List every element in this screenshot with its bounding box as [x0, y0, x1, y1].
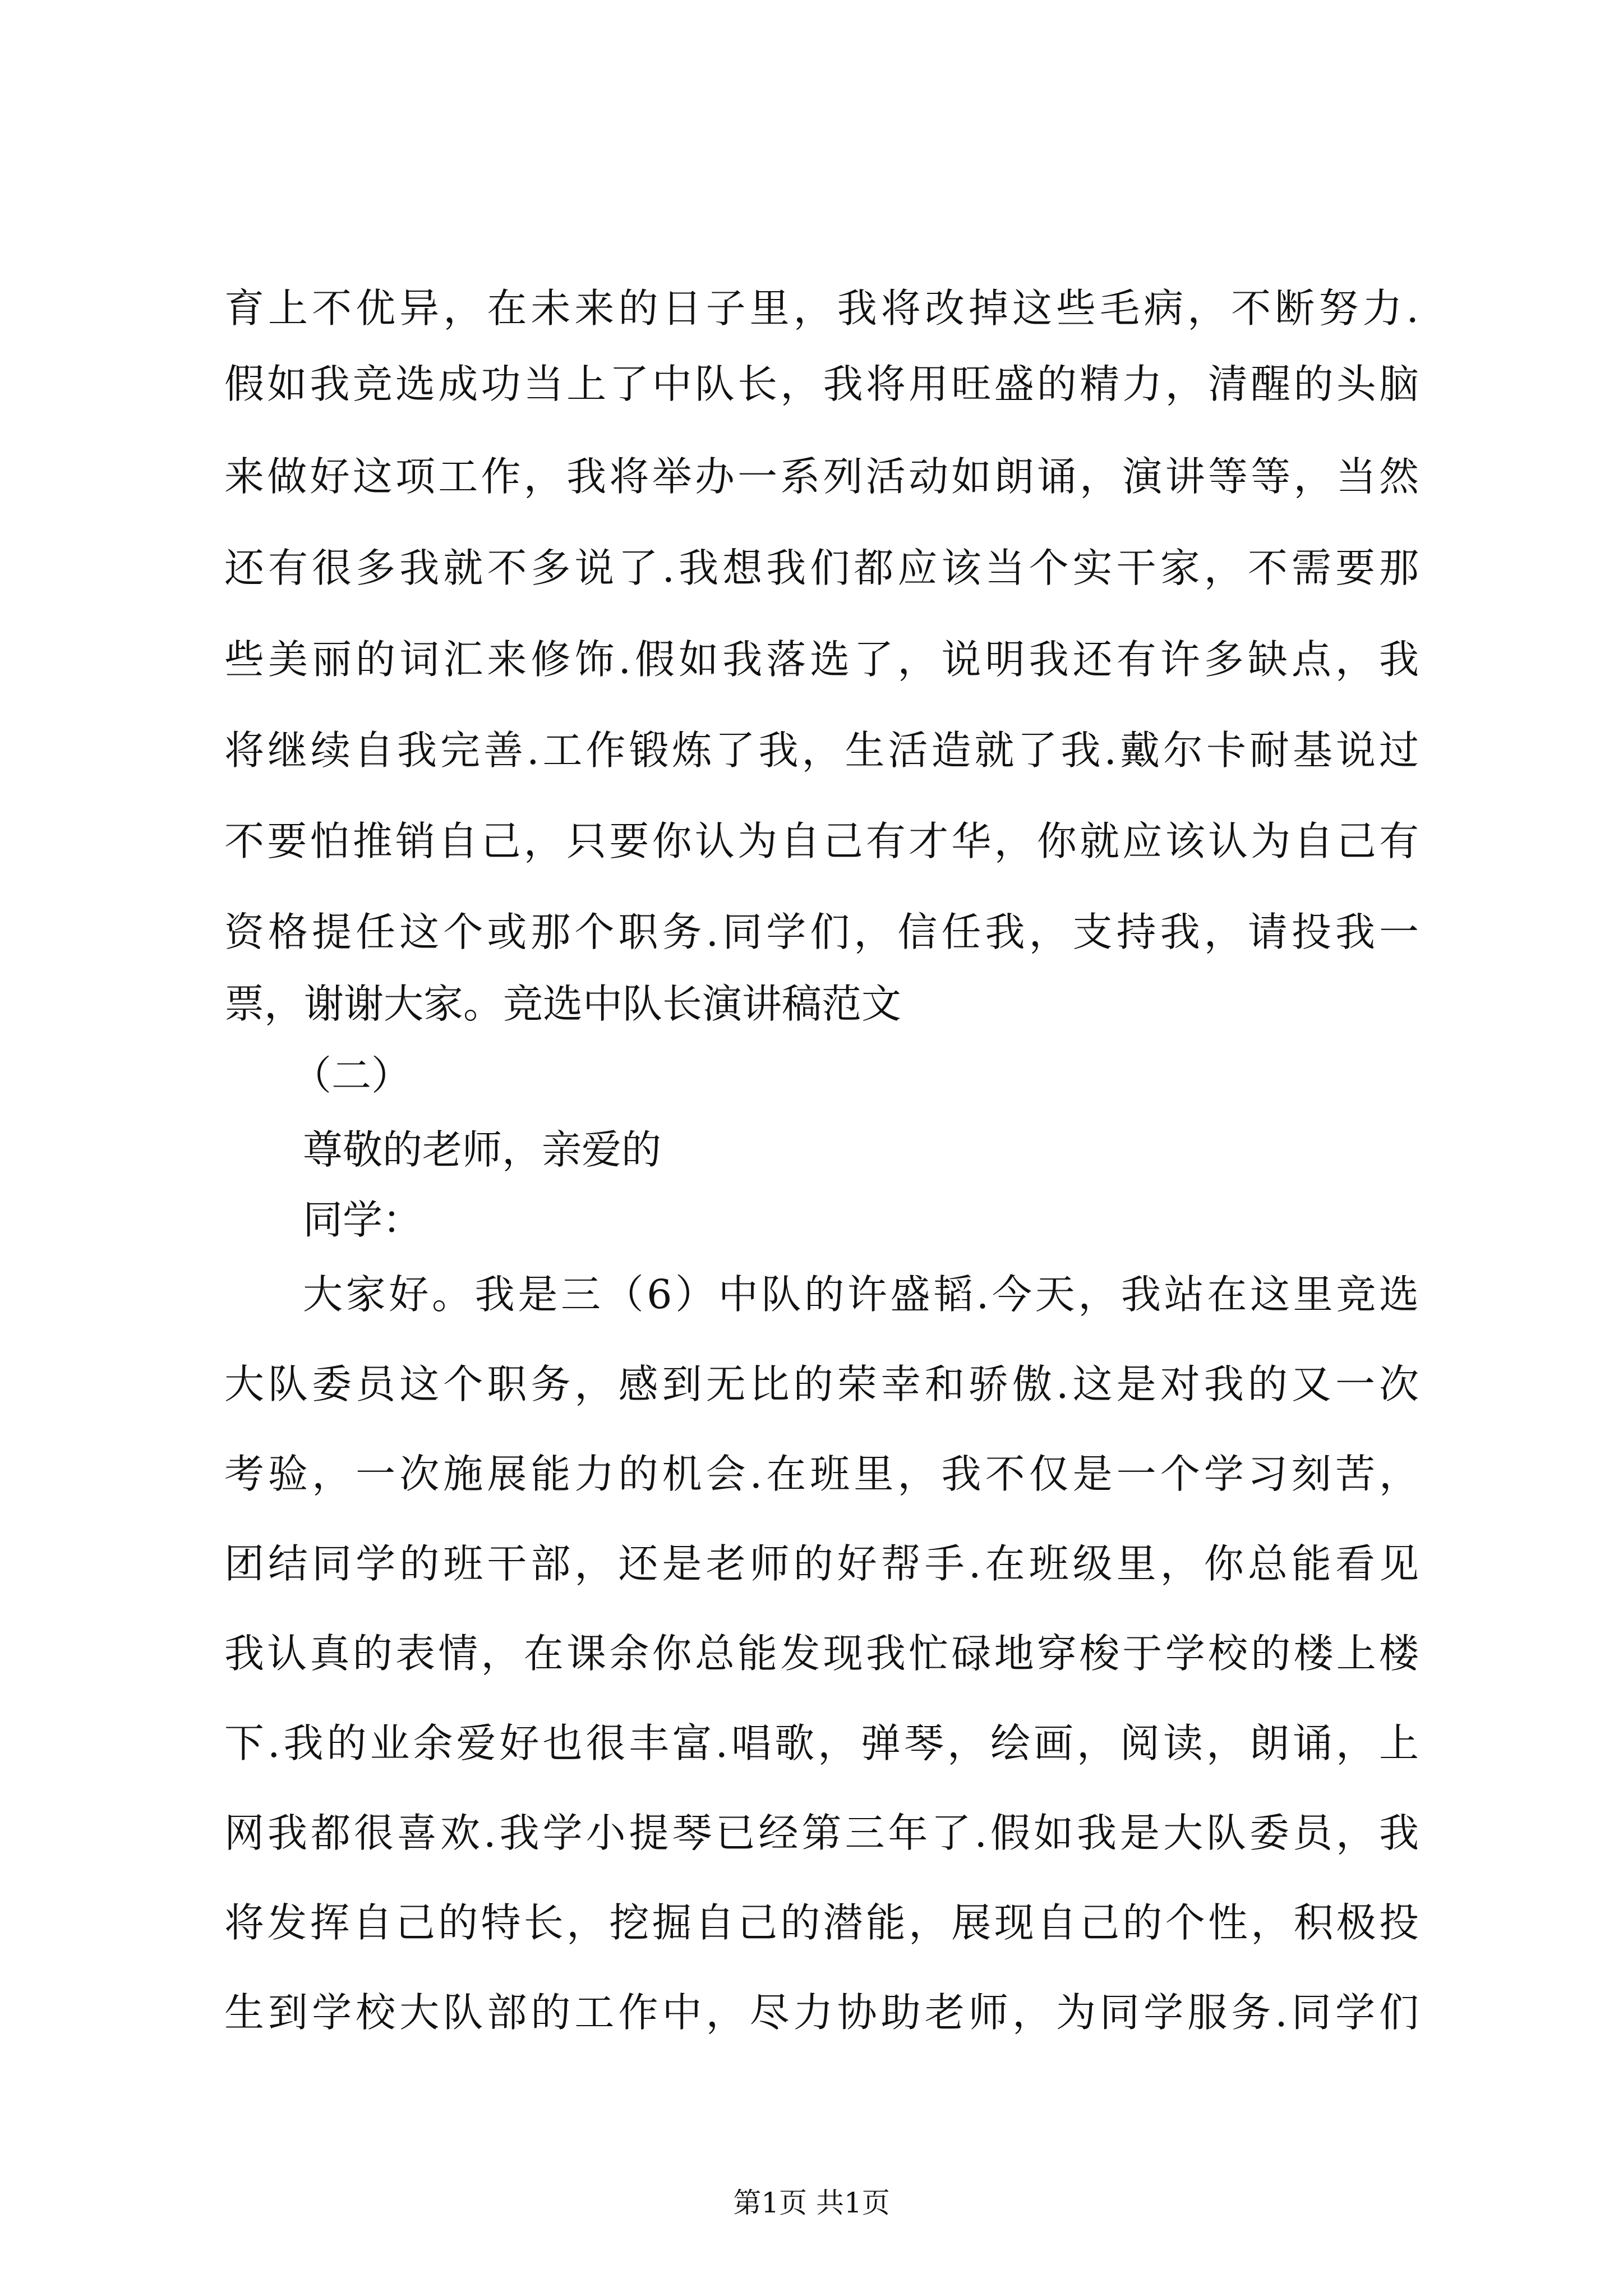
body-line-13: 大队委员这个职务，感到无比的荣幸和骄傲.这是对我的又一次 — [224, 1361, 1419, 1407]
body-line-16: 我认真的表情，在课余你总能发现我忙碌地穿梭于学校的楼上楼 — [224, 1630, 1419, 1677]
body-line-3: 来做好这项工作，我将举办一系列活动如朗诵，演讲等等，当然 — [224, 453, 1419, 500]
body-line-7: 不要怕推销自己，只要你认为自己有才华，你就应该认为自己有 — [224, 818, 1419, 864]
body-line-20: 生到学校大队部的工作中，尽力协助老师，为同学服务.同学们 — [224, 1989, 1419, 2036]
body-line-4: 还有很多我就不多说了.我想我们都应该当个实干家，不需要那 — [224, 545, 1419, 591]
body-line-8: 资格提任这个或那个职务.同学们，信任我，支持我，请投我一 — [224, 909, 1419, 955]
section-heading: （二） — [292, 1052, 412, 1099]
body-line-18: 网我都很喜欢.我学小提琴已经第三年了.假如我是大队委员，我 — [224, 1810, 1419, 1856]
paragraph-first-line: 大家好。我是三（6）中队的许盛韬.今天，我站在这里竞选 — [303, 1271, 1419, 1318]
body-line-17: 下.我的业余爱好也很丰富.唱歌，弹琴，绘画，阅读，朗诵，上 — [224, 1720, 1419, 1766]
greeting-line-2: 同学： — [303, 1197, 423, 1243]
body-line-2: 假如我竞选成功当上了中队长，我将用旺盛的精力，清醒的头脑 — [224, 361, 1419, 407]
greeting-line: 尊敬的老师，亲爱的 — [303, 1126, 662, 1173]
page-footer: 第1页 共1页 — [733, 2187, 890, 2219]
body-line-15: 团结同学的班干部，还是老师的好帮手.在班级里，你总能看见 — [224, 1540, 1419, 1587]
body-line-1: 育上不优异，在未来的日子里，我将改掉这些毛病，不断努力. — [224, 285, 1419, 332]
body-line-6: 将继续自我完善.工作锻炼了我，生活造就了我.戴尔卡耐基说过 — [224, 727, 1419, 774]
body-line-5: 些美丽的词汇来修饰.假如我落选了，说明我还有许多缺点，我 — [224, 636, 1419, 683]
body-line-14: 考验，一次施展能力的机会.在班里，我不仅是一个学习刻苦， — [224, 1451, 1419, 1497]
body-line-19: 将发挥自己的特长，挖掘自己的潜能，展现自己的个性，积极投 — [224, 1899, 1419, 1946]
body-line-9: 票，谢谢大家。竞选中队长演讲稿范文 — [224, 981, 902, 1027]
